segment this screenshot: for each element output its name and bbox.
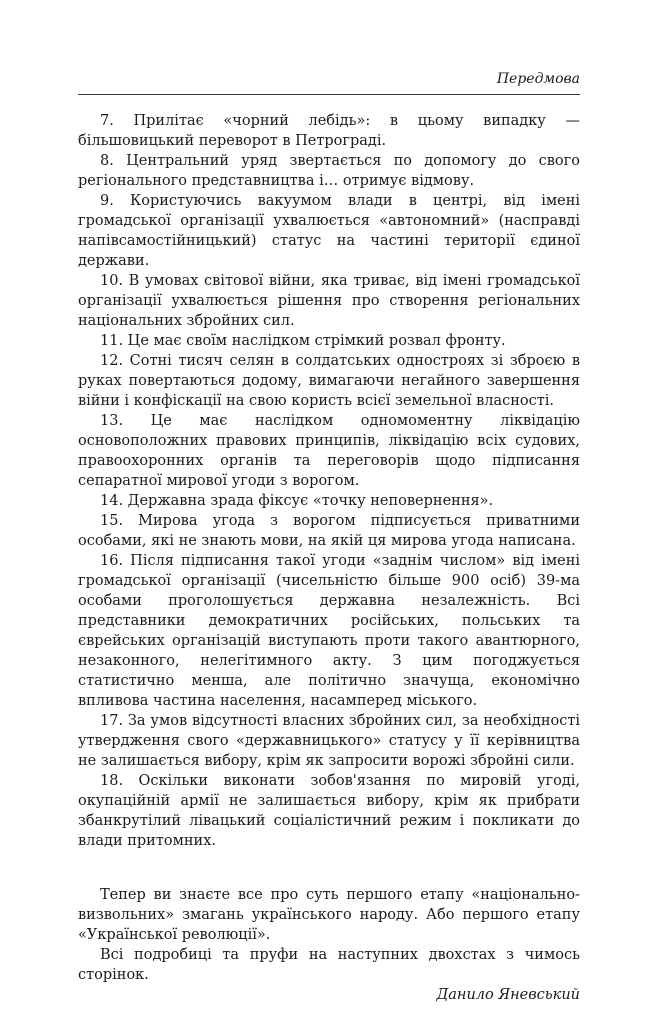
list-item: 17. За умов відсутності власних збройних сил, за необхідності утвердження свого «державницького» статусу у її керівництва не залишається вибору, крім як запросити ворожі збройні сили. <box>78 713 580 769</box>
list-item: 15. Мирова угода з ворогом підписується приватними особами, які не знають мови, на якій ця мирова угода написана. <box>78 513 580 549</box>
list-item: 7. Прилітає «чорний лебідь»: в цьому випадку — більшовицький переворот в Петрограді. <box>78 113 580 149</box>
running-header: Передмова <box>78 70 580 95</box>
list-item: 12. Сотні тисяч селян в солдатських одностроях зі зброєю в руках повертаються додому, вимагаючи негайного завершення війни і конфіскації на свою користь всієї земельної власності. <box>78 353 580 409</box>
closing-paragraph: Тепер ви знаєте все про суть першого етапу «національно-визвольних» змагань українського народу. Або першого етапу «Української революції». <box>78 887 580 943</box>
closing-section <box>78 885 580 1005</box>
list-item: 11. Це має своїм наслідком стрімкий розвал фронту. <box>100 333 506 349</box>
list-item: 16. Після підписання такої угоди «заднім числом» від імені громадської організації (чисельністю більше 900 осіб) 39-ма особами проголошується державна незалежність. Всі представники демократичних російських, польських та єврейських організацій виступають проти такого авантюрного, незаконного, нелегітимного акту. З цим погоджується статистично менша, але політично значуща, економічно впливова частина населення, насамперед міського. <box>78 553 580 709</box>
closing-paragraph: Всі подробиці та пруфи на наступних двохстах з чимось сторінок. <box>78 947 580 983</box>
list-item: 18. Оскільки виконати зобов'язання по мировій угоді, окупаційній армії не залишається вибору, крім як прибрати збанкрутілий лівацький соціалістичний режим і покликати до влади притомних. <box>78 773 580 849</box>
list-item: 8. Центральний уряд звертається по допомогу до свого регіонального представництва і… отримує відмову. <box>78 153 580 189</box>
page-body <box>78 111 580 1005</box>
list-item: 13. Це має наслідком одномоментну ліквідацію основоположних правових принципів, ліквідацію всіх судових, правоохоронних органів та переговорів щодо підписання сепаратної мирової угоди з ворогом. <box>78 413 580 489</box>
list-item: 9. Користуючись вакуумом влади в центрі, від імені громадської організації ухвалюється «автономний» (насправді напівсамостійницький) статус на частині території єдиної держави. <box>78 193 580 269</box>
book-page <box>78 70 580 1005</box>
list-item: 14. Державна зрада фіксує «точку неповернення». <box>100 493 494 509</box>
list-item: 10. В умовах світової війни, яка триває, від імені громадської організації ухвалюється рішення про створення регіональних національних збройних сил. <box>78 273 580 329</box>
author-signature: Данило Яневський <box>436 987 580 1003</box>
